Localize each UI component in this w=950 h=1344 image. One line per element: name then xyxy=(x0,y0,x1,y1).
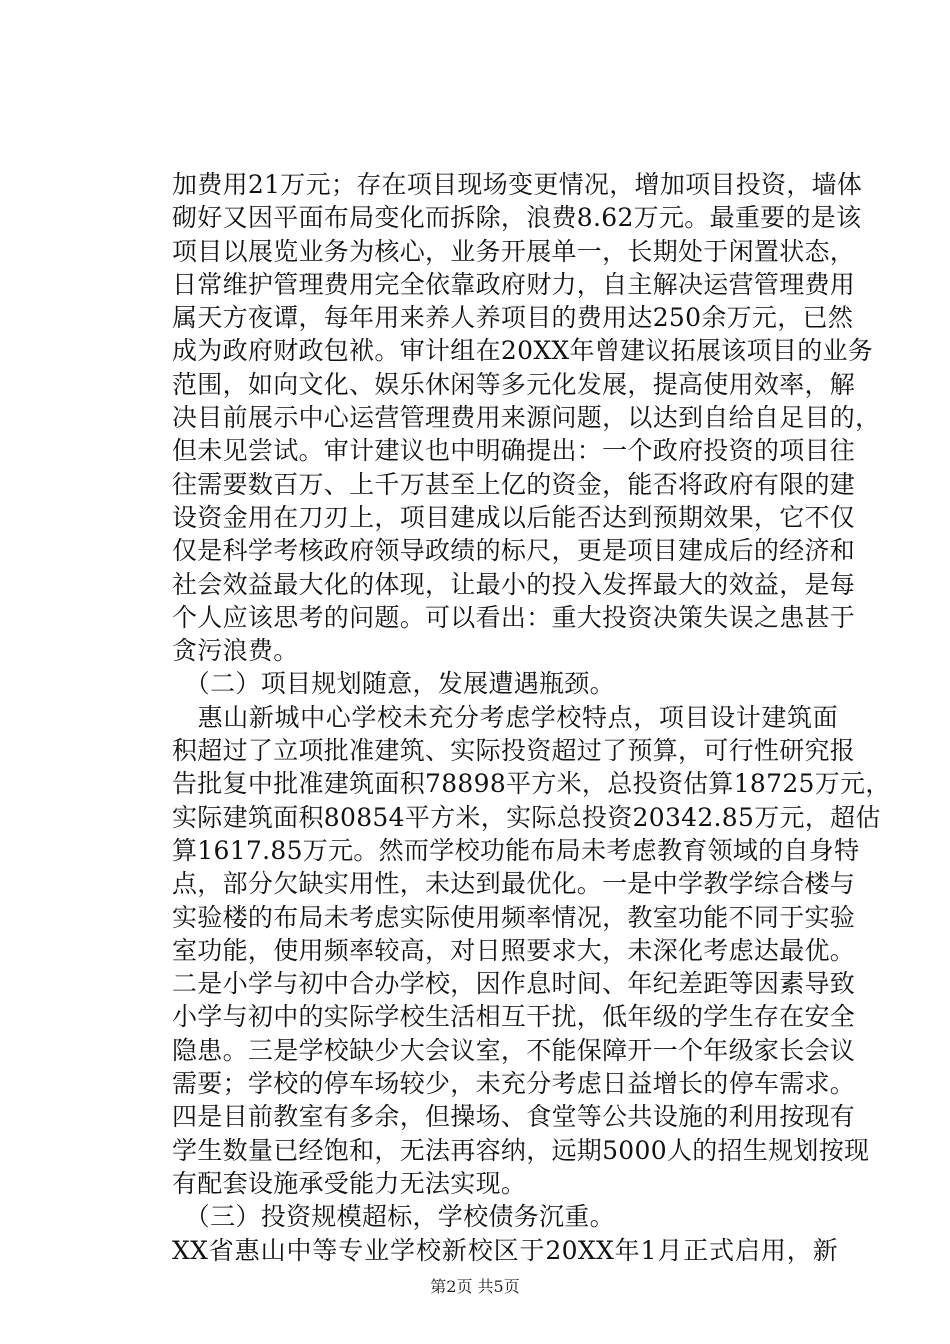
text-line: 加费用21万元；存在项目现场变更情况，增加项目投资，墙体 xyxy=(172,170,863,199)
text-line: 砌好又因平面布局变化而拆除，浪费8.62万元。最重要的是该 xyxy=(172,203,862,233)
document-body xyxy=(172,168,891,1267)
paragraph-end-line: 贪污浪费。 xyxy=(172,636,299,666)
text-line: 属天方夜谭，每年用来养人养项目的费用达250余万元，已然 xyxy=(172,303,854,333)
text-line: 隐患。三是学校缺少大会议室，不能保障开一个年级家长会议 xyxy=(172,1035,856,1065)
text-line: 实际建筑面积80854平方米，实际总投资20342.85万元，超估 xyxy=(172,802,881,832)
text-line: 告批复中批准建筑面积78898平方米，总投资估算18725万元， xyxy=(172,769,891,799)
text-line: XX省惠山中等专业学校新校区于20XX年1月正式启用，新 xyxy=(172,1235,838,1265)
paragraph-end-line: 有配套设施承受能力无法实现。 xyxy=(172,1168,527,1198)
text-line: 仅是科学考核政府领导政绩的标尺，更是项目建成后的经济和 xyxy=(172,536,856,566)
section-heading: （二）项目规划随意，发展遭遇瓶颈。 xyxy=(172,669,615,699)
text-line: 小学与初中的实际学校生活相互干扰，低年级的学生存在安全 xyxy=(172,1002,856,1032)
text-line: 社会效益最大化的体现，让最小的投入发挥最大的效益，是每 xyxy=(172,569,856,599)
text-line: 实验楼的布局未考虑实际使用频率情况，教室功能不同于实验 xyxy=(172,902,856,932)
text-line: 室功能，使用频率较高，对日照要求大，未深化考虑达最优。 xyxy=(172,935,856,965)
text-line: 个人应该思考的问题。可以看出：重大投资决策失误之患甚于 xyxy=(172,602,856,632)
text-line: 范围，如向文化、娱乐休闲等多元化发展，提高使用效率，解 xyxy=(172,369,856,399)
text-line: 学生数量已经饱和，无法再容纳，远期5000人的招生规划按现 xyxy=(172,1135,870,1165)
text-line: 算1617.85万元。然而学校功能布局未考虑教育领域的自身特 xyxy=(172,835,860,865)
text-line: 日常维护管理费用完全依靠政府财力，自主解决运营管理费用 xyxy=(172,269,856,299)
text-line: 但未见尝试。审计建议也中明确提出：一个政府投资的项目往 xyxy=(172,436,856,466)
text-line: 点，部分欠缺实用性，未达到最优化。一是中学教学综合楼与 xyxy=(172,869,856,899)
text-line: 需要；学校的停车场较少，未充分考虑日益增长的停车需求。 xyxy=(172,1069,856,1099)
text-line: 积超过了立项批准建筑、实际投资超过了预算，可行性研究报 xyxy=(172,736,856,766)
text-line: 决目前展示中心运营管理费用来源问题，以达到自给自足目的， xyxy=(172,403,881,433)
text-line: 设资金用在刀刃上，项目建成以后能否达到预期效果，它不仅 xyxy=(172,502,856,532)
page-footer: 第2页 共5页 xyxy=(430,1277,520,1296)
text-line: 往需要数百万、上千万甚至上亿的资金，能否将政府有限的建 xyxy=(172,469,856,499)
section-heading: （三）投资规模超标，学校债务沉重。 xyxy=(172,1202,615,1232)
text-line: 成为政府财政包袱。审计组在20XX年曾建议拓展该项目的业务 xyxy=(172,336,874,366)
text-line: 四是目前教室有多余，但操场、食堂等公共设施的利用按现有 xyxy=(172,1102,856,1132)
text-line: 二是小学与初中合办学校，因作息时间、年纪差距等因素导致 xyxy=(172,969,856,999)
text-line: 项目以展览业务为核心，业务开展单一，长期处于闲置状态， xyxy=(172,236,856,266)
text-line: 惠山新城中心学校未充分考虑学校特点，项目设计建筑面 xyxy=(172,702,838,732)
